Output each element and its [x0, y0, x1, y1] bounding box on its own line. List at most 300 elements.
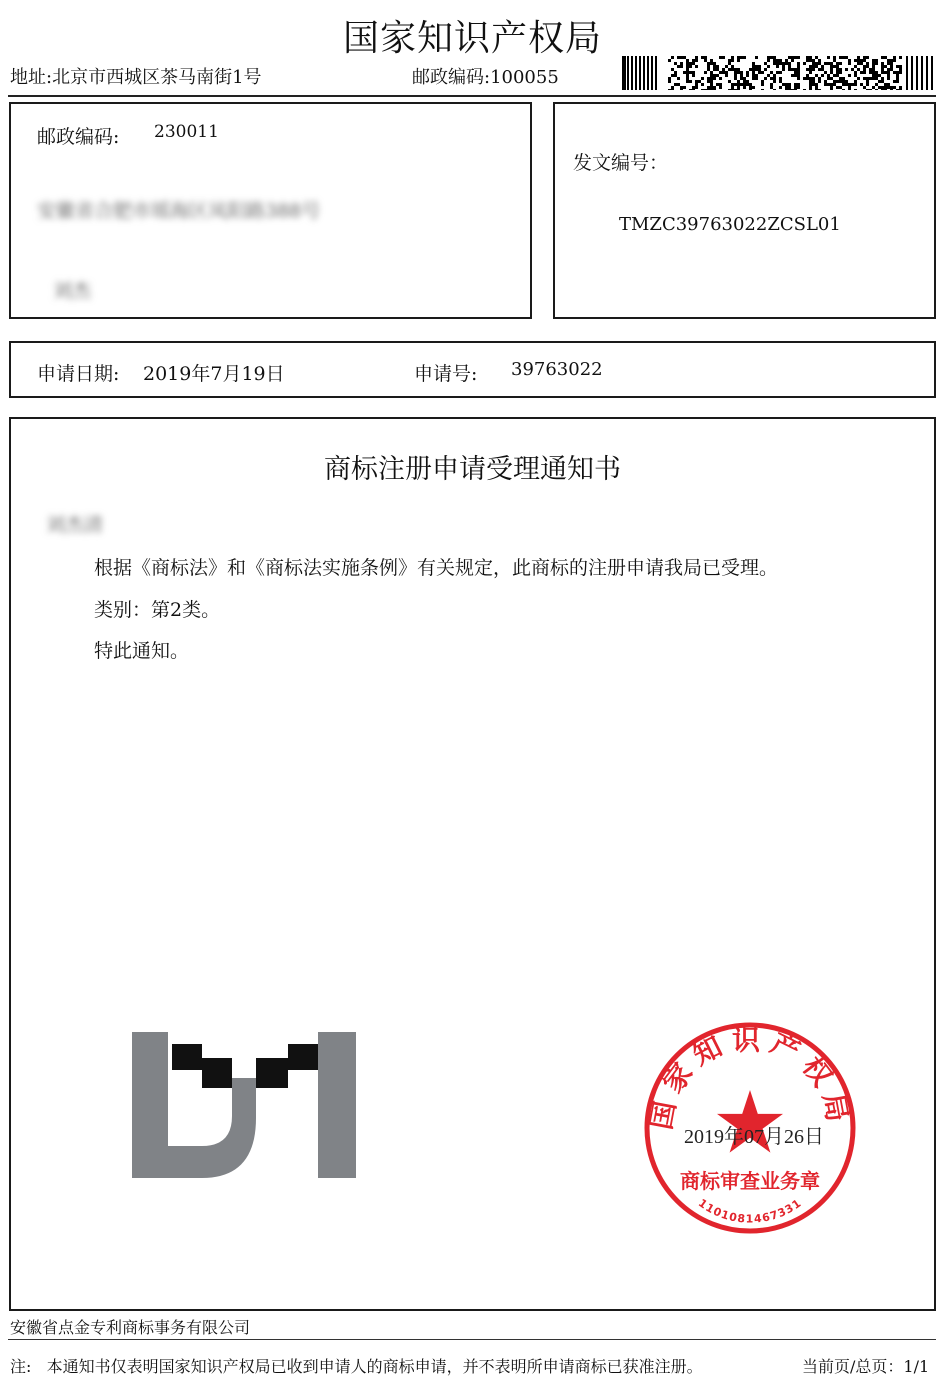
notice-closing: 特此通知。: [94, 640, 190, 662]
barcode-bar: [812, 62, 815, 65]
barcode-bar: [716, 83, 719, 86]
barcode-bar: [797, 83, 800, 86]
barcode-bar: [710, 83, 713, 86]
barcode-bar: [788, 62, 791, 65]
barcode-bar: [710, 77, 713, 80]
barcode-bar: [872, 86, 875, 89]
barcode-bar: [869, 77, 872, 80]
barcode-bar: [845, 80, 848, 83]
barcode-bar: [845, 68, 848, 71]
trademark-logo: [132, 1032, 356, 1178]
application-number: 39763022: [511, 359, 603, 380]
barcode-bar: [797, 77, 800, 80]
document-barcode: [622, 56, 934, 90]
barcode-bar: [878, 86, 881, 89]
barcode-bar: [710, 71, 713, 74]
barcode-bar: [809, 89, 812, 90]
barcode-bar: [707, 80, 710, 83]
barcode-bar: [731, 86, 734, 89]
barcode-bar: [671, 86, 674, 89]
barcode-bar: [860, 83, 863, 86]
barcode-bar: [671, 89, 674, 90]
barcode-bar: [740, 74, 743, 77]
barcode-bar: [773, 56, 776, 59]
barcode-bar: [668, 89, 671, 90]
barcode-bar: [764, 62, 767, 65]
barcode-bar: [731, 89, 734, 90]
barcode-bar: [884, 56, 887, 59]
issuer-address: 地址:北京市西城区茶马南街1号: [10, 67, 262, 88]
barcode-bar: [680, 86, 683, 89]
barcode-bar: [857, 56, 860, 59]
barcode-bar: [773, 89, 776, 90]
barcode-bar: [749, 89, 752, 90]
barcode-bar: [848, 89, 851, 90]
barcode-bar: [857, 68, 860, 71]
barcode-bar: [878, 74, 881, 77]
barcode-bar: [803, 77, 806, 80]
barcode-bar: [851, 83, 854, 86]
document-number-box: [553, 102, 936, 319]
barcode-bar: [878, 80, 881, 83]
barcode-bar: [761, 71, 764, 74]
barcode-bar: [830, 89, 833, 90]
barcode-bar: [881, 86, 884, 89]
barcode-bar: [836, 86, 839, 89]
barcode-bar: [806, 68, 809, 71]
barcode-bar: [815, 89, 818, 90]
barcode-bar: [848, 59, 851, 62]
barcode-bar: [746, 71, 749, 74]
barcode-bar: [869, 89, 872, 90]
barcode-bar: [857, 59, 860, 62]
barcode-bar: [631, 56, 633, 90]
barcode-bar: [743, 83, 746, 86]
barcode-bar: [674, 83, 677, 86]
seal-org-name: 国家知识产权局: [644, 1023, 856, 1133]
barcode-bar: [683, 71, 686, 74]
barcode-bar: [692, 62, 695, 65]
barcode-bar: [710, 89, 713, 90]
barcode-bar: [881, 68, 884, 71]
barcode-bar: [692, 86, 695, 89]
barcode-bar: [848, 83, 851, 86]
barcode-bar: [830, 77, 833, 80]
barcode-bar: [674, 62, 677, 65]
barcode-bar: [824, 71, 827, 74]
barcode-bar: [728, 68, 731, 71]
barcode-bar: [875, 89, 878, 90]
barcode-bar: [791, 68, 794, 71]
barcode-bar: [815, 62, 818, 65]
barcode-bar: [677, 77, 680, 80]
barcode-bar: [812, 80, 815, 83]
barcode-bar: [821, 65, 824, 68]
barcode-bar: [788, 65, 791, 68]
barcode-bar: [692, 89, 695, 90]
barcode-bar: [686, 74, 689, 77]
barcode-bar: [764, 68, 767, 71]
barcode-bar: [701, 89, 704, 90]
barcode-bar: [809, 86, 812, 89]
barcode-bar: [737, 56, 740, 59]
barcode-bar: [710, 80, 713, 83]
barcode-bar: [677, 65, 680, 68]
header-rule: [8, 95, 936, 97]
barcode-bar: [845, 56, 848, 59]
barcode-bar: [869, 68, 872, 71]
barcode-bar: [752, 71, 755, 74]
barcode-bar: [887, 86, 890, 89]
barcode-bar: [704, 56, 707, 59]
barcode-bar: [821, 68, 824, 71]
barcode-bar: [931, 56, 933, 90]
barcode-bar: [755, 68, 758, 71]
barcode-bar: [794, 56, 797, 59]
barcode-bar: [779, 80, 782, 83]
barcode-bar: [797, 71, 800, 74]
barcode-bar: [815, 83, 818, 86]
barcode-bar: [734, 77, 737, 80]
barcode-bar: [770, 71, 773, 74]
barcode-bar: [854, 71, 857, 74]
application-number-label: 申请号:: [414, 363, 478, 385]
barcode-bar: [812, 65, 815, 68]
recipient-address-redacted: 安徽省合肥市瑶海区凤阳路388号: [37, 200, 321, 222]
barcode-bar: [893, 86, 896, 89]
barcode-bar: [752, 86, 755, 89]
barcode-bar: [692, 71, 695, 74]
barcode-bar: [806, 56, 809, 59]
barcode-bar: [797, 62, 800, 65]
recipient-postcode-label: 邮政编码:: [37, 126, 120, 148]
barcode-bar: [701, 56, 704, 59]
barcode-bar: [773, 77, 776, 80]
barcode-bar: [857, 62, 860, 65]
barcode-bar: [851, 68, 854, 71]
barcode-bar: [827, 77, 830, 80]
barcode-bar: [686, 80, 689, 83]
barcode-bar: [671, 68, 674, 71]
barcode-bar: [839, 86, 842, 89]
barcode-bar: [854, 80, 857, 83]
barcode-bar: [627, 56, 629, 90]
barcode-bar: [881, 65, 884, 68]
barcode-bar: [707, 68, 710, 71]
barcode-bar: [749, 68, 752, 71]
barcode-bar: [824, 83, 827, 86]
barcode-bar: [713, 77, 716, 80]
barcode-bar: [737, 86, 740, 89]
barcode-bar: [863, 86, 866, 89]
barcode-bar: [884, 65, 887, 68]
barcode-bar: [833, 80, 836, 83]
barcode-bar: [872, 62, 875, 65]
barcode-bar: [896, 65, 899, 68]
barcode-bar: [827, 62, 830, 65]
barcode-bar: [701, 83, 704, 86]
barcode-bar: [839, 80, 842, 83]
barcode-bar: [668, 80, 671, 83]
barcode-bar: [866, 56, 869, 59]
barcode-bar: [707, 62, 710, 65]
barcode-bar: [761, 83, 764, 86]
barcode-bar: [695, 86, 698, 89]
barcode-bar: [791, 74, 794, 77]
barcode-bar: [731, 59, 734, 62]
barcode-bar: [758, 68, 761, 71]
application-info-box: [9, 341, 936, 398]
barcode-bar: [710, 74, 713, 77]
barcode-bar: [884, 86, 887, 89]
barcode-bar: [794, 74, 797, 77]
barcode-bar: [881, 71, 884, 74]
barcode-bar: [875, 74, 878, 77]
barcode-bar: [752, 62, 755, 65]
barcode-bar: [779, 77, 782, 80]
barcode-bar: [893, 71, 896, 74]
barcode-bar: [770, 56, 773, 59]
barcode-bar: [881, 89, 884, 90]
barcode-bar: [815, 56, 818, 59]
barcode-bar: [794, 89, 797, 90]
barcode-bar: [722, 71, 725, 74]
barcode-bar: [680, 56, 683, 59]
barcode-bar: [689, 71, 692, 74]
barcode-bar: [695, 65, 698, 68]
barcode-bar: [854, 74, 857, 77]
barcode-bar: [818, 62, 821, 65]
barcode-bar: [863, 56, 866, 59]
barcode-bar: [707, 89, 710, 90]
barcode-bar: [713, 62, 716, 65]
barcode-bar: [686, 77, 689, 80]
barcode-bar: [839, 62, 842, 65]
footer-rule: [8, 1339, 936, 1340]
barcode-bar: [815, 65, 818, 68]
barcode-bar: [776, 62, 779, 65]
barcode-bar: [794, 86, 797, 89]
barcode-bar: [809, 77, 812, 80]
barcode-bar: [866, 80, 869, 83]
barcode-bar: [651, 56, 653, 90]
barcode-bar: [809, 80, 812, 83]
barcode-bar: [752, 68, 755, 71]
barcode-bar: [743, 77, 746, 80]
barcode-bar: [719, 86, 722, 89]
barcode-bar: [884, 89, 887, 90]
barcode-bar: [677, 56, 680, 59]
barcode-bar: [755, 56, 758, 59]
barcode-bar: [887, 62, 890, 65]
barcode-bar: [746, 80, 749, 83]
barcode-bar: [875, 71, 878, 74]
barcode-bar: [842, 89, 845, 90]
barcode-bar: [869, 71, 872, 74]
barcode-bar: [806, 74, 809, 77]
barcode-bar: [899, 89, 902, 90]
barcode-bar: [674, 71, 677, 74]
barcode-bar: [680, 62, 683, 65]
barcode-bar: [695, 83, 698, 86]
barcode-bar: [854, 89, 857, 90]
barcode-bar: [773, 74, 776, 77]
barcode-bar: [812, 68, 815, 71]
barcode-bar: [671, 56, 674, 59]
barcode-bar: [860, 71, 863, 74]
barcode-bar: [689, 65, 692, 68]
barcode-bar: [731, 68, 734, 71]
barcode-bar: [725, 65, 728, 68]
barcode-bar: [906, 56, 908, 90]
barcode-bar: [776, 59, 779, 62]
barcode-bar: [854, 83, 857, 86]
barcode-bar: [887, 68, 890, 71]
barcode-bar: [872, 74, 875, 77]
barcode-bar: [770, 86, 773, 89]
barcode-bar: [893, 56, 896, 59]
barcode-bar: [716, 65, 719, 68]
barcode-bar: [821, 74, 824, 77]
barcode-bar: [643, 56, 645, 90]
barcode-bar: [734, 89, 737, 90]
barcode-bar: [773, 80, 776, 83]
barcode-bar: [866, 77, 869, 80]
barcode-bar: [728, 59, 731, 62]
barcode-bar: [731, 56, 734, 59]
barcode-bar: [893, 80, 896, 83]
barcode-bar: [695, 80, 698, 83]
barcode-bar: [689, 80, 692, 83]
barcode-bar: [680, 89, 683, 90]
barcode-bar: [896, 89, 899, 90]
barcode-bar: [848, 62, 851, 65]
barcode-bar: [860, 62, 863, 65]
barcode-bar: [722, 56, 725, 59]
barcode-bar: [872, 77, 875, 80]
barcode-bar: [737, 89, 740, 90]
barcode-bar: [881, 80, 884, 83]
barcode-bar: [689, 62, 692, 65]
barcode-bar: [713, 86, 716, 89]
barcode-bar: [776, 65, 779, 68]
barcode-bar: [863, 65, 866, 68]
barcode-bar: [848, 74, 851, 77]
barcode-bar: [779, 59, 782, 62]
barcode-bar: [887, 59, 890, 62]
barcode-bar: [655, 56, 657, 90]
barcode-bar: [866, 89, 869, 90]
barcode-bar: [899, 71, 902, 74]
notice-title: 商标注册申请受理通知书: [324, 454, 621, 485]
barcode-bar: [737, 80, 740, 83]
barcode-bar: [680, 65, 683, 68]
barcode-bar: [788, 89, 791, 90]
barcode-bar: [797, 65, 800, 68]
barcode-bar: [824, 62, 827, 65]
barcode-bar: [668, 77, 671, 80]
barcode-bar: [770, 77, 773, 80]
barcode-bar: [911, 56, 913, 90]
barcode-bar: [779, 86, 782, 89]
barcode-bar: [866, 62, 869, 65]
barcode-bar: [740, 71, 743, 74]
barcode-bar: [921, 56, 923, 90]
barcode-bar: [809, 83, 812, 86]
barcode-bar: [713, 65, 716, 68]
barcode-bar: [827, 56, 830, 59]
barcode-bar: [728, 89, 731, 90]
application-date-label: 申请日期:: [37, 363, 120, 385]
barcode-bar: [767, 56, 770, 59]
barcode-bar: [830, 68, 833, 71]
barcode-bar: [740, 77, 743, 80]
barcode-bar: [887, 71, 890, 74]
barcode-bar: [791, 59, 794, 62]
barcode-bar: [890, 86, 893, 89]
barcode-bar: [716, 68, 719, 71]
barcode-bar: [809, 71, 812, 74]
barcode-bar: [818, 77, 821, 80]
barcode-bar: [881, 62, 884, 65]
barcode-bar: [833, 74, 836, 77]
barcode-bar: [755, 65, 758, 68]
barcode-bar: [704, 59, 707, 62]
barcode-bar: [710, 62, 713, 65]
barcode-bar: [686, 59, 689, 62]
agency-name: 安徽省点金专利商标事务有限公司: [10, 1318, 251, 1337]
barcode-bar: [731, 65, 734, 68]
barcode-bar: [815, 86, 818, 89]
barcode-bar: [890, 65, 893, 68]
barcode-bar: [836, 80, 839, 83]
barcode-bar: [809, 65, 812, 68]
barcode-bar: [770, 83, 773, 86]
barcode-bar: [785, 62, 788, 65]
recipient-box: [9, 102, 532, 319]
barcode-bar: [896, 77, 899, 80]
barcode-bar: [830, 83, 833, 86]
barcode-bar: [707, 86, 710, 89]
barcode-bar: [713, 74, 716, 77]
barcode-bar: [755, 74, 758, 77]
barcode-bar: [734, 83, 737, 86]
barcode-bar: [719, 83, 722, 86]
barcode-bar: [839, 56, 842, 59]
barcode-bar: [686, 62, 689, 65]
barcode-bar: [761, 89, 764, 90]
seal-sub-name: 商标审查业务章: [680, 1169, 820, 1193]
barcode-bar: [809, 56, 812, 59]
barcode-bar: [788, 68, 791, 71]
barcode-bar: [737, 71, 740, 74]
barcode-bar: [875, 77, 878, 80]
barcode-bar: [749, 83, 752, 86]
barcode-bar: [833, 59, 836, 62]
barcode-bar: [686, 71, 689, 74]
barcode-bar: [887, 74, 890, 77]
barcode-bar: [812, 83, 815, 86]
barcode-bar: [842, 56, 845, 59]
seal-serial: 1101081467331: [695, 1196, 805, 1226]
barcode-bar: [725, 71, 728, 74]
barcode-bar: [827, 74, 830, 77]
barcode-bar: [827, 83, 830, 86]
barcode-bar: [622, 56, 626, 90]
barcode-bar: [872, 71, 875, 74]
barcode-bar: [875, 83, 878, 86]
barcode-bar: [704, 71, 707, 74]
